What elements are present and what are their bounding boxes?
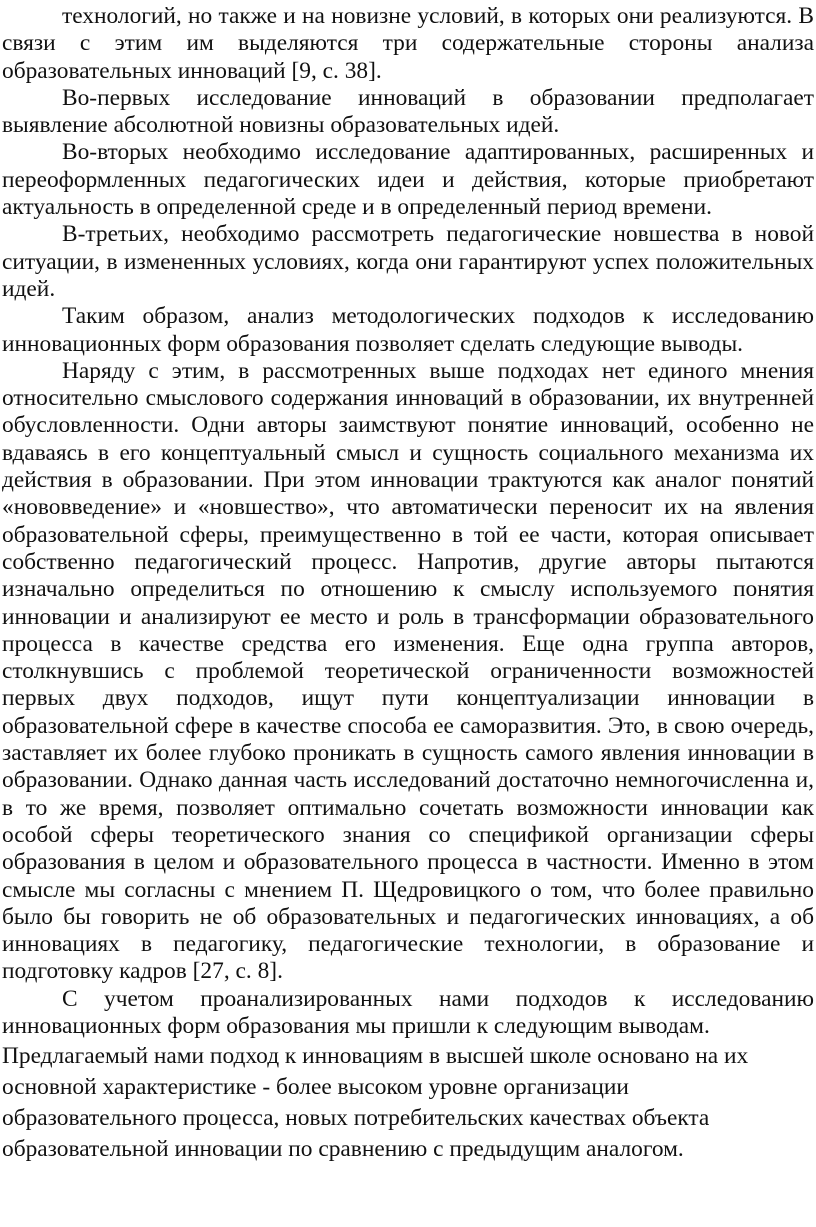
closing-line: образовательной инновации по сравнению с предыдущим аналогом. xyxy=(2,1136,684,1163)
document-page xyxy=(2,3,814,1165)
closing-line: образовательного процесса, новых потребительских качествах объекта xyxy=(2,1105,710,1132)
closing-line: основной характеристике - более высоком уровне организации xyxy=(2,1074,629,1101)
paragraph-5: Таким образом, анализ методологических подходов к исследованию инновационных форм образования позволяет сделать следующие выводы. xyxy=(2,303,814,357)
closing-line: Предлагаемый нами подход к инновациям в высшей школе основано на их xyxy=(2,1043,749,1070)
paragraph-4: В-третьих, необходимо рассмотреть педагогические новшества в новой ситуации, в измененных условиях, когда они гарантируют успех положительных идей. xyxy=(2,221,814,302)
paragraph-6: Наряду с этим, в рассмотренных выше подходах нет единого мнения относительно смыслового содержания инноваций в образовании, их внутренней обусловленности. Одни авторы заимствуют понятие инноваций, особенно не вдаваясь в его концептуальный смысл и сущность социального механизма их действия в образовании. При этом инновации трактуются как аналог понятий «нововведение» и «новшество», что автоматически переносит их на явления образовательной сферы, преимущественно в той ее части, которая описывает собственно педагогический процесс. Напротив, другие авторы пытаются изначально определиться по отношению к смыслу используемого понятия инновации и анализируют ее место и роль в трансформации образовательного процесса в качестве средства его изменения. Еще одна группа авторов, столкнувшись с проблемой теоретической ограниченности возможностей первых двух подходов, ищут пути концептуализации инновации в образовательной сфере в качестве способа ее саморазвития. Это, в свою очередь, заставляет их более глубоко проникать в сущность самого явления инновации в образовании. Однако данная часть исследований достаточно немногочисленна и, в то же время, позволяет оптимально сочетать возможности инновации как особой сферы теоретического знания со спецификой организации сферы образования в целом и образовательного процесса в частности. Именно в этом смысле мы согласны с мнением П. Щедровицкого о том, что более правильно было бы говорить не об образовательных и педагогических инновациях, а об инновациях в педагогику, педагогические технологии, в образование и подготовку кадров [27, с. 8]. xyxy=(2,357,814,985)
closing-paragraph xyxy=(2,1041,814,1165)
paragraph-3: Во-вторых необходимо исследование адаптированных, расширенных и переоформленных педагогических идеи и действия, которые приобретают актуальность в определенной среде и в определенный период времени. xyxy=(2,139,814,221)
paragraph-2: Во-первых исследование инноваций в образовании предполагает выявление абсолютной новизны образовательных идей. xyxy=(2,84,814,139)
paragraph-7: С учетом проанализированных нами подходов к исследованию инновационных форм образования мы пришли к следующим выводам. xyxy=(2,985,814,1039)
paragraph-1: технологий, но также и на новизне условий, в которых они реализуются. В связи с этим им выделяются три содержательные стороны анализа образовательных инноваций [9, с. 38]. xyxy=(2,3,814,84)
